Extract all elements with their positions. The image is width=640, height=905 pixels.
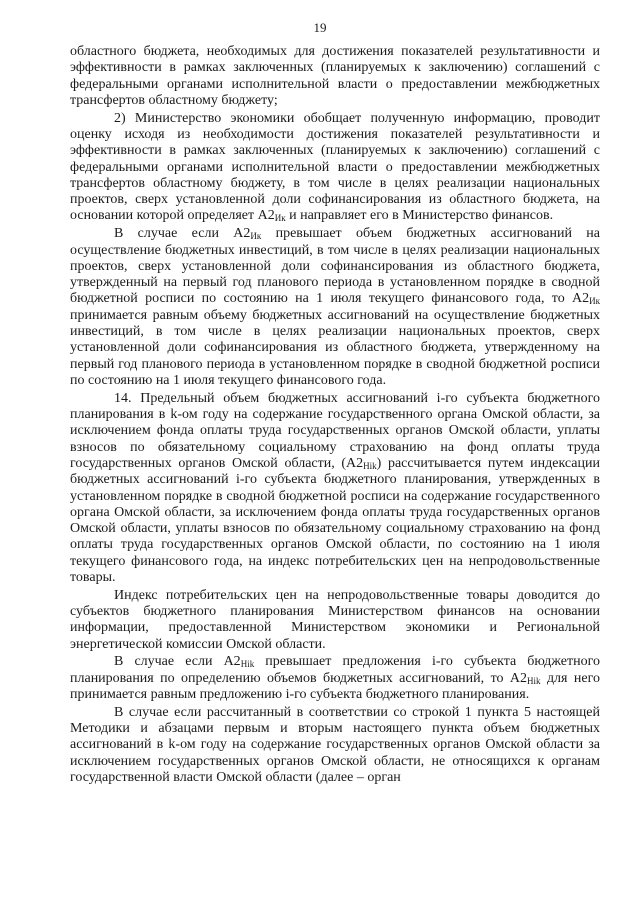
subscript-index: Hik bbox=[527, 675, 541, 686]
subscript-index: Ик bbox=[274, 213, 286, 224]
paragraph-text: В случае если А2 bbox=[114, 654, 241, 670]
paragraph bbox=[70, 391, 600, 587]
paragraph-text: принимается равным объему бюджетных ассигнований на осуществление бюджетных инвестиций, в том числе в целях реализации национальных проектов, сверх установленной доли софинансирования из областного бюджета, утвержденному на первый год планового периода в установленном порядке в сводной бюджетной росписи по состоянию на 1 июля текущего финансового года. bbox=[70, 307, 600, 388]
paragraph bbox=[70, 705, 600, 786]
paragraph-text: областного бюджета, необходимых для достижения показателей результативности и эффективности в рамках заключенных (планируемых к заключению) соглашений с федеральными органами исполнительной власти о предоставлении межбюджетных трансфертов областному бюджету; bbox=[70, 44, 600, 108]
paragraph-text: В случае если А2 bbox=[114, 226, 251, 242]
paragraph bbox=[70, 654, 600, 703]
paragraph bbox=[70, 44, 600, 109]
paragraph bbox=[70, 111, 600, 225]
page-number: 19 bbox=[313, 20, 327, 35]
paragraph-text: Индекс потребительских цен на непродовольственные товары доводится до субъектов бюджетного планирования Министерством финансов на основании информации, предоставленной Министерством экономики и Региональной энергетической комиссии Омской области. bbox=[70, 587, 600, 652]
paragraph-text: 2) Министерство экономики обобщает полученную информацию, проводит оценку исходя из необходимости достижения показателей результативности и эффективности в рамках заключенных (планируемых к заключению) соглашений с федеральными органами исполнительной власти о предоставлении межбюджетных трансфертов областному бюджету, в том числе в целях реализации национальных проектов, сверх установленной доли софинансирования из областного бюджета, на основании которой определяет А2 bbox=[70, 110, 600, 224]
subscript-index: Hik bbox=[363, 460, 377, 471]
paragraph-text: для него принимается равным предложению i-го субъекта бюджетного планирования. bbox=[70, 670, 600, 703]
paragraph-text: 14. Предельный объем бюджетных ассигнований i-го субъекта бюджетного планирования в k-ом году на содержание государственного органа Омской области, за исключением фонда оплаты труда государственных органов Омской области, уплаты взносов по обязательному социальному страхованию на фонд оплаты труда государственных органов Омской области, (А2 bbox=[70, 390, 600, 471]
paragraph-text: и направляет его в Министерство финансов. bbox=[285, 208, 554, 224]
paragraph bbox=[70, 226, 600, 389]
paragraph-text: ) рассчитывается путем индексации бюджетных ассигнований i-го субъекта бюджетного планирования, утвержденных в установленном порядке в сводной бюджетной росписи на содержание государственного органа Омской области, за исключением фонда оплаты труда государственных органов Омской области, уплаты взносов по обязательному социальному страхованию на фонд оплаты труда государственных органов Омской области, по состоянию на 1 июля текущего финансового года, на индекс потребительских цен на непродовольственные товары. bbox=[70, 455, 600, 585]
paragraph-text: превышает объем бюджетных ассигнований на осуществление бюджетных инвестиций, в том числе в целях реализации национальных проектов, сверх установленной доли софинансирования из областного бюджета, утвержденный на первый год планового периода в установленном порядке в сводной бюджетной росписи по состоянию на 1 июля текущего финансового года, то А2 bbox=[70, 226, 600, 307]
subscript-index: Ик bbox=[250, 231, 262, 242]
paragraph bbox=[70, 588, 600, 653]
subscript-index: Ик bbox=[589, 296, 600, 307]
subscript-index: Hik bbox=[240, 659, 255, 670]
paragraph-text: В случае если рассчитанный в соответствии со строкой 1 пункта 5 настоящей Методики и абзацами первым и вторым настоящего пункта объем бюджетных ассигнований в k-ом году на содержание государственных органов Омской области за исключением государственных органов Омской области, не относящихся к органам государственной власти Омской области (далее – орган bbox=[70, 704, 600, 786]
document-body bbox=[70, 44, 600, 788]
paragraph-text: превышает предложения i-го субъекта бюджетного планирования по определению объемов бюджетных ассигнований, то А2 bbox=[70, 654, 600, 686]
